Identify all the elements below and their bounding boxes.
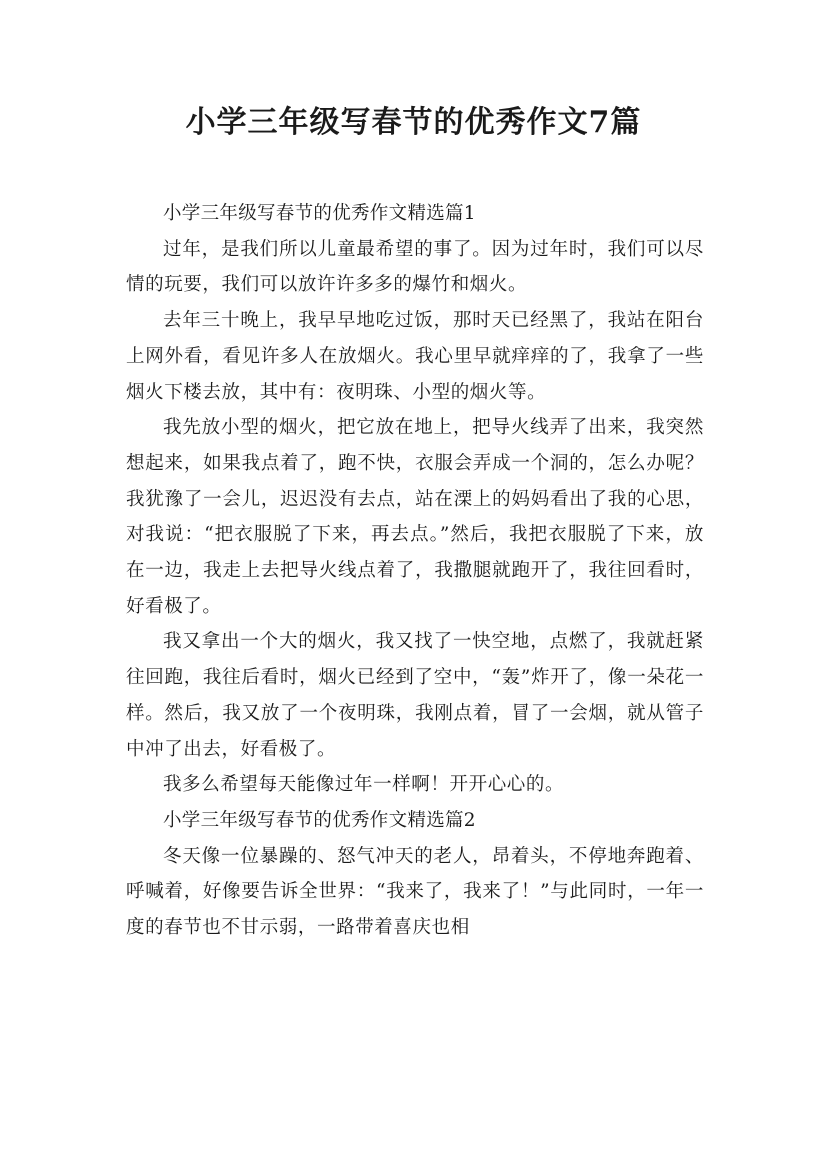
body-paragraph: 我多么希望每天能像过年一样啊！开开心心的。 [163, 774, 565, 796]
essay-heading-1: 小学三年级写春节的优秀作文精选篇1 [163, 203, 476, 224]
body-paragraph: 我又拿出一个大的烟火，我又找了一快空地，点燃了，我就赶紧往回跑，我往后看时，烟火已经到了空中，“轰”炸开了，像一朵花一样。然后，我又放了一个夜明珠，我刚点着，冒了一会烟，就从管子中冲了出去，好看极了。 [126, 631, 704, 760]
document-title: 小学三年级写春节的优秀作文7篇 [185, 105, 642, 140]
body-paragraph: 去年三十晚上，我早早地吃过饭，那时天已经黑了，我站在阳台上网外看，看见许多人在放烟火。我心里早就痒痒的了，我拿了一些烟火下楼去放，其中有：夜明珠、小型的烟火等。 [126, 310, 704, 403]
body-paragraph: 我先放小型的烟火，把它放在地上，把导火线弄了出来，我突然想起来，如果我点着了，跑不快，衣服会弄成一个洞的，怎么办呢？我犹豫了一会儿，迟迟没有去点，站在溧上的妈妈看出了我的心思，对我说：“把衣服脱了下来，再去点。”然后，我把衣服脱了下来，放在一边，我走上去把导火线点着了，我撒腿就跑开了，我往回看时，好看极了。 [126, 417, 704, 617]
body-paragraph: 过年，是我们所以儿童最希望的事了。因为过年时，我们可以尽情的玩要，我们可以放许许多多的爆竹和烟火。 [126, 238, 704, 296]
body-paragraph: 冬天像一位暴躁的、怒气冲天的老人，昂着头，不停地奔跑着、呼喊着，好像要告诉全世界：“我来了，我来了！”与此同时，一年一度的春节也不甘示弱，一路带着喜庆也相 [126, 845, 704, 939]
document-body [126, 196, 704, 946]
essay-heading-2: 小学三年级写春节的优秀作文精选篇2 [163, 809, 476, 831]
